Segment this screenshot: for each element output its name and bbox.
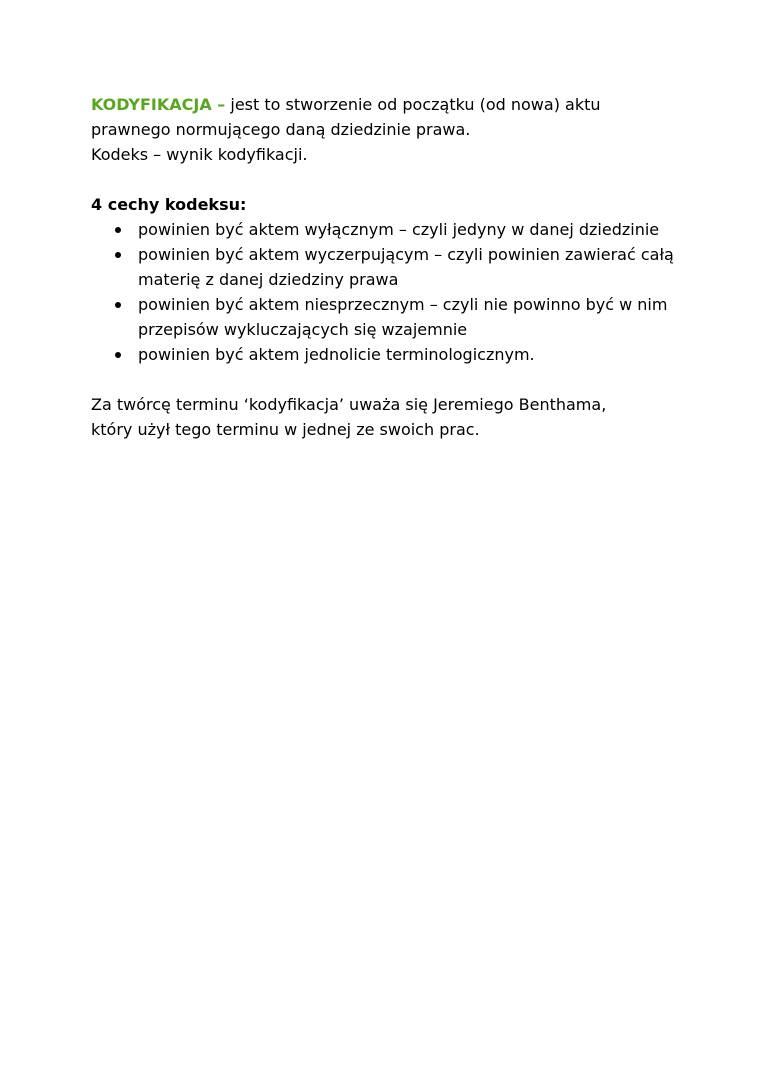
list-item: [91, 342, 711, 367]
closing-line-2: który użył tego terminu w jednej ze swoich prac.: [91, 420, 480, 439]
definition-term: KODYFIKACJA –: [91, 95, 226, 114]
bullet-icon: [113, 292, 123, 317]
bullet-icon: [113, 217, 123, 242]
features-list: [91, 217, 711, 367]
list-item-text: powinien być aktem wyczerpującym – czyli powinien zawierać całą materię z danej dziedziny prawa: [138, 245, 674, 289]
list-item: [91, 217, 711, 242]
bullet-icon: [113, 242, 123, 267]
definition-line-3: Kodeks – wynik kodyfikacji.: [91, 145, 308, 164]
paragraph-gap: [91, 367, 711, 392]
list-item-text: powinien być aktem jednolicie terminologicznym.: [138, 345, 535, 364]
definition-text: jest to stworzenie od początku (od nowa) aktu: [230, 95, 601, 114]
list-item: [91, 242, 711, 292]
bullet-icon: [113, 342, 123, 367]
definition-line-1: [91, 92, 711, 117]
list-item-text: powinien być aktem wyłącznym – czyli jedyny w danej dziedzinie: [138, 220, 660, 239]
document-page: [91, 92, 711, 442]
features-heading: 4 cechy kodeksu:: [91, 195, 247, 214]
definition-line-2: prawnego normującego daną dziedzinie prawa.: [91, 120, 471, 139]
paragraph-gap: [91, 167, 711, 192]
list-item: [91, 292, 711, 342]
list-item-text: powinien być aktem niesprzecznym – czyli nie powinno być w nim przepisów wykluczających się wzajemnie: [138, 295, 668, 339]
closing-line-1: Za twórcę terminu ‘kodyfikacja’ uważa się Jeremiego Benthama,: [91, 395, 607, 414]
